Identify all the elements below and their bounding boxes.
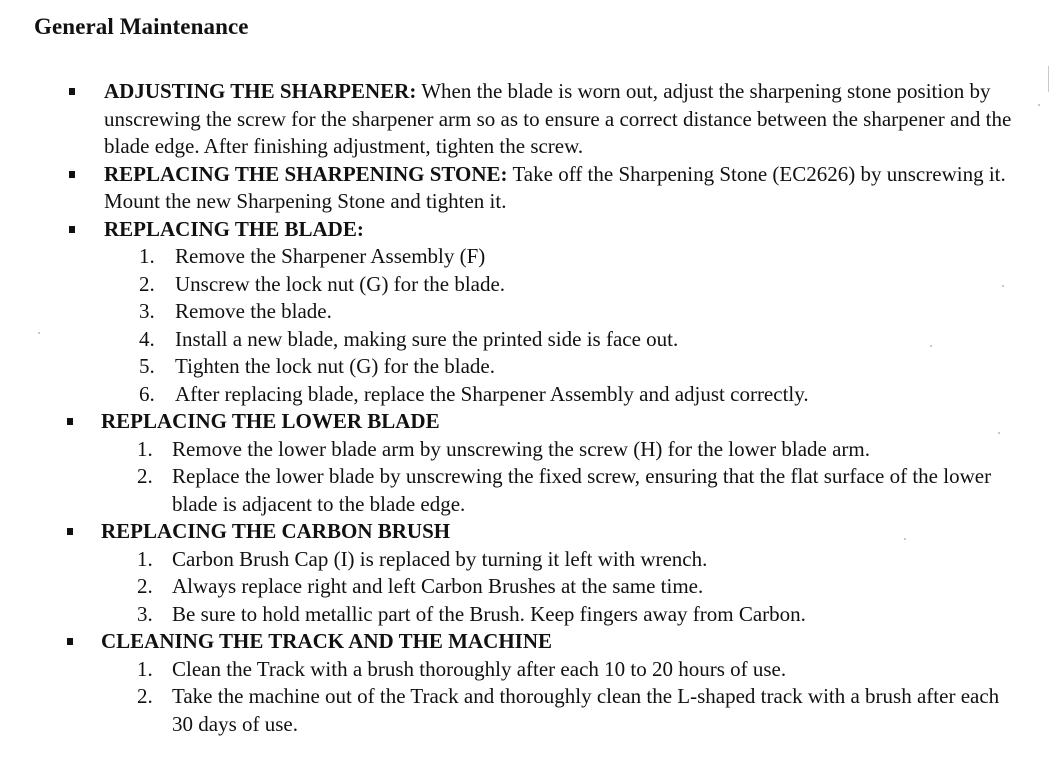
square-bullet-icon [67, 528, 73, 535]
step-text: Always replace right and left Carbon Brushes at the same time. [172, 574, 704, 598]
scan-artifact [1038, 104, 1040, 106]
step-number: 5. [139, 354, 155, 378]
step-number: 2. [137, 464, 153, 488]
step-text: Remove the lower blade arm by unscrewing the screw (H) for the lower blade arm. [172, 436, 870, 461]
step-text: Carbon Brush Cap (I) is replaced by turning it left with wrench. [172, 546, 708, 571]
section-replacing-carbon-brush [0, 518, 1057, 628]
maintenance-sections [0, 78, 1057, 738]
step-number: 3. [137, 601, 153, 626]
step-item [101, 601, 1017, 629]
step-item [104, 243, 1017, 271]
section-heading: REPLACING THE BLADE: [104, 216, 364, 241]
section-replacing-lower-blade [0, 408, 1057, 518]
square-bullet-icon [69, 171, 75, 178]
step-item [104, 381, 1017, 409]
section-body: Take off the Sharpening Stone (EC2626) by unscrewing it. Mount the new Sharpening Stone and tighten it. [104, 161, 1006, 213]
step-text: After replacing blade, replace the Sharpener Assembly and adjust correctly. [175, 381, 809, 406]
section-cleaning-track-machine [0, 628, 1057, 738]
step-number: 6. [139, 381, 155, 406]
step-text: Remove the Sharpener Assembly (F) [175, 244, 486, 268]
section-heading: CLEANING THE TRACK AND THE MACHINE [101, 629, 552, 653]
section-heading: REPLACING THE LOWER BLADE [101, 409, 440, 433]
section-heading: ADJUSTING THE SHARPENER: [104, 79, 417, 103]
scan-artifact [930, 345, 932, 347]
step-text: Take the machine out of the Track and thoroughly clean the L-shaped track with a brush after each 30 days of use. [172, 684, 1000, 736]
step-text: Remove the blade. [175, 299, 332, 323]
square-bullet-icon [69, 226, 75, 233]
step-item [104, 326, 1017, 354]
step-text: Clean the Track with a brush thoroughly after each 10 to 20 hours of use. [172, 656, 787, 681]
step-number: 2. [139, 271, 155, 296]
step-text: Replace the lower blade by unscrewing the fixed screw, ensuring that the flat surface of the lower blade is adjacent to the blade edge. [172, 464, 992, 516]
step-list [104, 243, 1017, 408]
scan-artifact [1048, 66, 1049, 92]
step-item [101, 683, 1017, 738]
step-list [101, 546, 1017, 629]
scan-artifact [998, 432, 1000, 434]
section-adjusting-sharpener [0, 78, 1057, 161]
step-text: Be sure to hold metallic part of the Brush. Keep fingers away from Carbon. [172, 601, 806, 626]
step-item [101, 546, 1017, 574]
step-list [101, 656, 1017, 739]
section-replacing-sharpening-stone [0, 161, 1057, 216]
square-bullet-icon [69, 88, 75, 95]
scan-artifact [904, 538, 906, 540]
square-bullet-icon [67, 638, 73, 645]
step-number: 2. [137, 684, 153, 708]
step-number: 2. [137, 574, 153, 598]
step-number: 1. [137, 546, 153, 571]
step-item [101, 573, 1017, 601]
step-number: 4. [139, 326, 155, 351]
step-number: 1. [137, 436, 153, 461]
step-number: 1. [137, 656, 153, 681]
step-list [101, 436, 1017, 519]
step-item [104, 298, 1017, 326]
section-replacing-blade [0, 216, 1057, 409]
scan-artifact [1002, 285, 1004, 287]
step-text: Tighten the lock nut (G) for the blade. [175, 354, 495, 378]
step-number: 1. [139, 244, 155, 268]
step-number: 3. [139, 299, 155, 323]
step-item [104, 353, 1017, 381]
scan-artifact [38, 332, 40, 334]
step-item [104, 271, 1017, 299]
step-item [101, 436, 1017, 464]
page-title: General Maintenance [34, 14, 249, 39]
section-heading: REPLACING THE CARBON BRUSH [101, 519, 451, 543]
step-text: Unscrew the lock nut (G) for the blade. [175, 271, 506, 296]
section-body: When the blade is worn out, adjust the sharpening stone position by unscrewing the screw for the sharpener arm so as to ensure a correct distance between the sharpener and the blade edge. After finishing adjustment, tighten the screw. [104, 79, 1012, 158]
step-item [101, 656, 1017, 684]
square-bullet-icon [67, 418, 73, 425]
section-heading: REPLACING THE SHARPENING STONE: [104, 161, 508, 186]
step-text: Install a new blade, making sure the printed side is face out. [175, 326, 679, 351]
step-item [101, 463, 1017, 518]
